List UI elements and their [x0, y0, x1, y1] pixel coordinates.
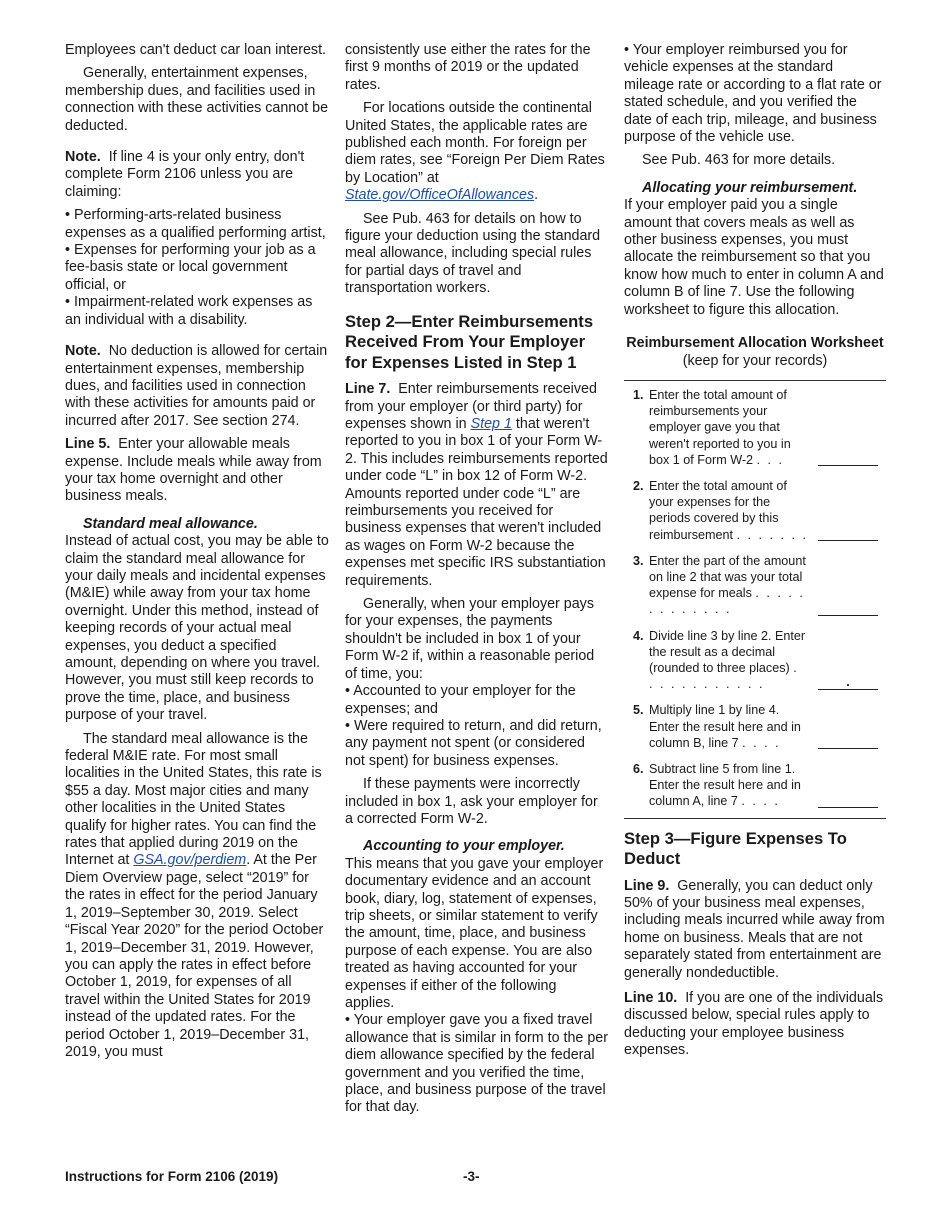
worksheet-row-text: [649, 478, 809, 543]
line-7-text-2: that weren't reported to you in box 1 of your Form W-2. This includes reimbursements reported under code “L” in box 12 of Form W-2. Amounts reported under code “L” are reimbursements you received for business expenses that weren't included as wages on Form W-2 because the expenses met specific IRS substantiation requirements.: [345, 416, 608, 589]
worksheet-row-text: [649, 702, 809, 751]
rate-text-1: The standard meal allowance is the federal M&IE rate. For most small localities in the United States, this rate is $55 a day. Most major cities and many other localities in the United States qualify for higher rates. You can find the rates that applied during 2019 on the Internet at: [65, 730, 322, 869]
gsa-perdiem-link[interactable]: GSA.gov/perdiem: [133, 852, 247, 869]
worksheet-row: [624, 628, 886, 693]
accounting-paragraph: [345, 838, 608, 1012]
leader-dots: . . . . . . . . . . . .: [649, 660, 799, 692]
worksheet-row-number: 3.: [633, 553, 644, 568]
worksheet-row-number: 2.: [633, 478, 644, 493]
paragraph-generally: Generally, when your employer pays for your expenses, the payments shouldn't be included in box 1 of your Form W-2 if, within a reasonable period of time, you:: [345, 596, 595, 682]
worksheet-row-number: 4.: [633, 628, 644, 643]
list-item: • Were required to return, and did return, any payment not spent (or considered not spent) for business expenses.: [345, 718, 608, 770]
worksheet-entry-line-5[interactable]: [818, 734, 878, 749]
row-text: Enter the total amount of your expenses for the periods covered by this reimbursement: [649, 478, 787, 542]
row-text: Multiply line 1 by line 4. Enter the result here and in column B, line 7: [649, 703, 801, 750]
list-item: • Accounted to your employer for the expenses; and: [345, 683, 608, 718]
leader-dots: . . . .: [742, 735, 781, 750]
worksheet-title: [624, 335, 886, 370]
list-item: • Your employer gave you a fixed travel allowance that is similar in form to the per diem allowance specified by the federal government and you verified the time, place, and business purpose of the travel for that day.: [345, 1012, 608, 1116]
line-10-label: Line 10.: [624, 990, 678, 1007]
worksheet-row-text: [649, 553, 809, 618]
leader-dots: . . . . . . . . . . . . .: [649, 586, 805, 617]
note-text: If line 4 is your only entry, don't complete Form 2106 unless you are claiming:: [65, 149, 305, 200]
column-2: [345, 42, 608, 1123]
state-gov-link[interactable]: State.gov/OfficeOfAllowances: [345, 187, 535, 204]
note-bullet-list: [65, 207, 329, 329]
rate-text-2: . At the Per Diem Overview page, select “2019” for the rates in effect for the period January 1, 2019–September 30, 2019. Select “Fiscal Year 2020” for the period October 1, 2019–December 31, 2019. However, you can apply the rates in effect before October 1, 2019, for expenses of all travel within the United States for 2019 instead of the updated rates. For the period October 1, 2019–December 31, 2019, you must: [65, 852, 324, 1060]
paragraph-foreign-rates: [345, 100, 608, 204]
worksheet-row-text: [649, 628, 809, 693]
note-label: Note.: [65, 149, 101, 166]
paragraph-car-loan: Employees can't deduct car loan interest.: [65, 42, 327, 58]
worksheet-row: [624, 478, 886, 543]
worksheet-row-number: 5.: [633, 703, 644, 718]
foreign-rates-text: For locations outside the continental United States, the applicable rates are published each month. For foreign per diem rates, see “Foreign Per Diem Rates by Location” at: [345, 100, 605, 186]
sma-heading: Standard meal allowance.: [83, 515, 258, 532]
paragraph-see-pub-463: See Pub. 463 for details on how to figure your deduction using the standard meal allowance, including special rules for partial days of travel and transportation workers.: [345, 210, 601, 297]
note-label: Note.: [65, 343, 101, 360]
list-item: • Impairment-related work expenses as an individual with a disability.: [65, 294, 329, 329]
allocating-heading: Allocating your reimbursement.: [642, 179, 858, 196]
conditions-bullet-list: [345, 683, 608, 770]
leader-dots: . . . .: [741, 794, 780, 809]
row-text: Enter the total amount of reimbursements your employer gave you that weren't reported to you in box 1 of Form W-2: [649, 387, 791, 467]
line-10-paragraph: [624, 990, 886, 1060]
footer-form-title: Instructions for Form 2106 (2019): [65, 1169, 279, 1184]
leader-dots: . . .: [756, 452, 785, 467]
period: .: [534, 187, 539, 204]
line-7-paragraph: [345, 381, 608, 590]
step-3-heading: Step 3—Figure Expenses To Deduct: [624, 828, 847, 869]
accounting-heading: Accounting to your employer.: [363, 838, 565, 855]
worksheet-row: [624, 387, 886, 468]
worksheet-entry-line-6[interactable]: [818, 793, 878, 808]
leader-dots: . . . . . . .: [736, 527, 808, 542]
worksheet-row-text: [649, 387, 809, 468]
list-item: • Expenses for performing your job as a fee-basis state or local government official, or: [65, 242, 329, 294]
row-text: Subtract line 5 from line 1. Enter the result here and in column A, line 7: [649, 761, 801, 809]
reimbursement-allocation-worksheet: [624, 380, 886, 819]
allocating-paragraph: [624, 180, 886, 319]
paragraph-consistently: consistently use either the rates for the first 9 months of 2019 or the updated rates.: [345, 42, 591, 93]
line-5-paragraph: [65, 436, 329, 506]
worksheet-title-text: Reimbursement Allocation Worksheet: [626, 335, 884, 352]
standard-meal-allowance: [65, 516, 329, 725]
row-text: Divide line 3 by line 2. Enter the result as a decimal (rounded to three places): [649, 628, 806, 675]
row-text: Enter the part of the amount on line 2 that was your total expense for meals: [649, 553, 806, 601]
note-no-deduction: [65, 343, 329, 430]
worksheet-row: [624, 702, 886, 751]
worksheet-entry-line-1[interactable]: [818, 451, 878, 466]
worksheet-subtitle: (keep for your records): [682, 352, 828, 369]
line-9-label: Line 9.: [624, 877, 670, 894]
sma-text: Instead of actual cost, you may be able to claim the standard meal allowance for your daily meals and incidental expenses (M&IE) while away from your tax home overnight. Under this method, instead of keeping records of your actual meal expenses, you deduct a specified amount, depending on where you travel. However, you must still keep records to prove the time, place, and business purpose of your travel.: [65, 533, 329, 724]
line-9-text: Generally, you can deduct only 50% of your business meal expenses, including meals incurred while away from home on business. Meals that are not separately stated from entertainment are generally nondeductible.: [624, 877, 885, 981]
worksheet-row-text: [649, 761, 809, 810]
worksheet-row-number: 6.: [633, 761, 644, 776]
step-1-link[interactable]: Step 1: [470, 416, 512, 432]
list-item: • Your employer reimbursed you for vehicle expenses at the standard mileage rate or according to a flat rate or stated schedule, and you verified the date of each trip, mileage, and business purpose of the vehicle use.: [624, 42, 886, 146]
line-10-text: If you are one of the individuals discussed below, special rules apply to deducting your employee business expenses.: [624, 990, 884, 1059]
line-5-label: Line 5.: [65, 436, 111, 453]
list-item: • Performing-arts-related business expenses as a qualified performing artist,: [65, 207, 329, 242]
column-1: [65, 42, 329, 1067]
paragraph-incorrectly: If these payments were incorrectly included in box 1, ask your employer for a corrected Form W-2.: [345, 776, 598, 827]
worksheet-row: [624, 761, 886, 810]
paragraph-entertainment: Generally, entertainment expenses, membership dues, and facilities used in connection with these activities cannot be deducted.: [65, 65, 329, 134]
allocating-text: If your employer paid you a single amount that covers meals as well as other business expenses, you must allocate the reimbursement so that you know how much to enter in column A and column B of line 7. Use the following worksheet to figure this allocation.: [624, 197, 884, 318]
note-text: No deduction is allowed for certain entertainment expenses, membership dues, and facilities used in connection with these activities for amounts paid or incurred after 2017. See section 274.: [65, 343, 328, 429]
step-2-heading: Step 2—Enter Reimbursements Received From Your Employer for Expenses Listed in Step 1: [345, 311, 594, 372]
worksheet-entry-line-4[interactable]: [818, 675, 878, 690]
page-number: -3-: [463, 1169, 480, 1184]
paragraph-see-pub: See Pub. 463 for more details.: [642, 152, 836, 169]
column-3: [624, 42, 886, 1066]
accounting-text: This means that you gave your employer documentary evidence and an account book, diary, log, statement of expenses, trip sheets, or similar statement to verify the amount, time, place, and business purpose of each expense. You are also treated as having accounted for your expenses if either of the following applies.: [345, 855, 604, 1011]
note-line-4: [65, 149, 329, 201]
line-7-text-1: Enter reimbursements received from your employer (or third party) for expenses shown in: [345, 381, 597, 432]
rate-paragraph: [65, 731, 329, 1062]
worksheet-entry-line-3[interactable]: [818, 601, 878, 616]
line-7-label: Line 7.: [345, 381, 391, 398]
worksheet-row: [624, 553, 886, 618]
worksheet-entry-line-2[interactable]: [818, 526, 878, 541]
worksheet-row-number: 1.: [633, 387, 644, 402]
line-5-text: Enter your allowable meals expense. Include meals while away from your tax home overnight and other business meals.: [65, 436, 322, 505]
line-9-paragraph: [624, 878, 886, 982]
